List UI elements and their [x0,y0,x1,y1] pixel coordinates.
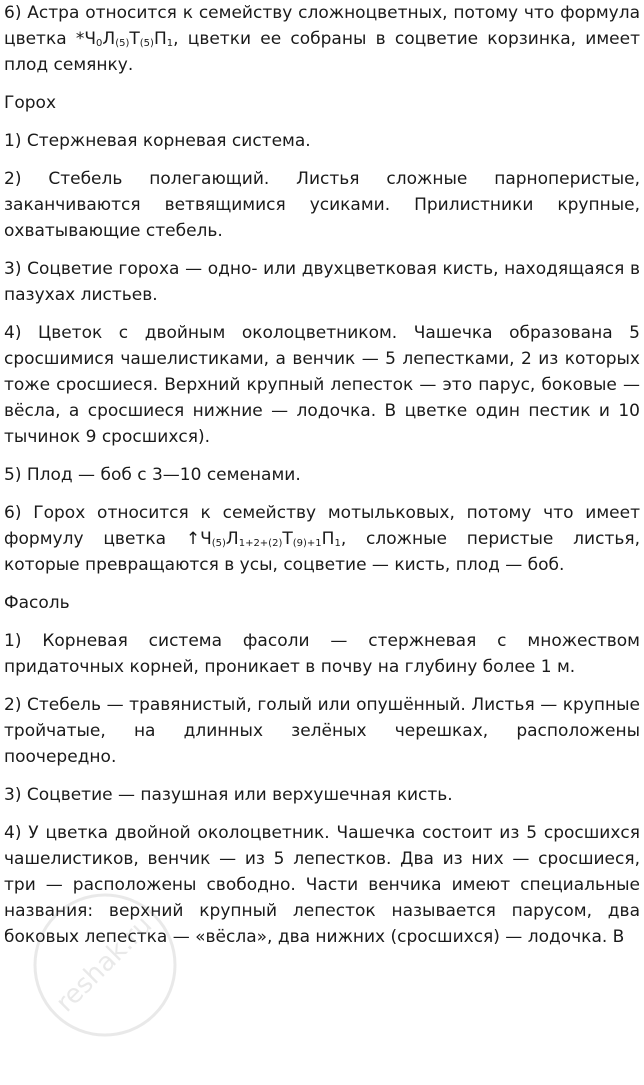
paragraph-fasol-inflorescence: 3) Соцветие — пазушная или верхушечная кисть. [4,785,453,805]
formula-subscript: 1 [166,38,174,49]
document-body [4,0,640,950]
watermark-text: reshak.ru [50,910,159,1019]
formula-subscript: 1+2+(2) [238,538,283,549]
formula-subscript: 0 [96,38,103,49]
paragraph-fasol-flower: 4) У цветка двойной околоцветник. Чашечка состоит из 5 сросшихся чашелистиков, венчик — из 5 лепестков. Два из них — сросшиеся, три — расположены свободно. Части венчика имеют специальные названия: верхний крупный лепесток называется парусом, два боковых лепестка — «вёсла», два нижних (сросшихся) — лодочка. В [4,823,640,947]
formula-subscript: (5) [115,38,130,49]
paragraph-fasol-stem: 2) Стебель — травянистый, голый или опушённый. Листья — крупные тройчатые, на длинных зелёных черешках, расположены поочередно. [4,695,640,767]
paragraph-gorokh-inflorescence: 3) Соцветие гороха — одно- или двухцветковая кисть, находящаяся в пазухах листьев. [4,259,640,305]
paragraph-gorokh-flower: 4) Цветок с двойным околоцветником. Чашечка образована 5 сросшимися чашелистиками, а венчик — 5 лепестками, 2 из которых тоже сросшиеся. Верхний крупный лепесток — это парус, боковые — вёсла, а сросшиеся нижние — лодочка. В цветке один пестик и 10 тычинок 9 сросшихся). [4,323,640,447]
paragraph-gorokh-family: 6) Горох относится к семейству мотыльковых, потому что имеет формулу цветка $↑Ч_{(5)}Л_{1+2+(2)}Т_{(9)+1}П_1$, сложные перистые листья, которые превращаются в усы, соцветие — кисть, плод — боб. [4,503,640,575]
formula-subscript: 1 [334,538,341,549]
paragraph-astra-family: 6) Астра относится к семейству сложноцветных, потому что формула цветка $*Ч_0Л_{(5)}Т_{(5)}П_1$, цветки ее собраны в соцветие корзинка, имеет плод семянку. [4,3,640,75]
formula-subscript: (5) [139,38,154,49]
heading-gorokh: Горох [4,93,57,113]
paragraph-gorokh-stem: 2) Стебель полегающий. Листья сложные парноперистые, заканчиваются ветвящимися усиками. Прилистники крупные, охватывающие стебель. [4,169,640,241]
paragraph-gorokh-root: 1) Стержневая корневая система. [4,131,311,151]
formula-subscript: (5) [211,538,226,549]
paragraph-fasol-root: 1) Корневая система фасоли — стержневая с множеством придаточных корней, проникает в почву на глубину более 1 м. [4,631,640,677]
paragraph-gorokh-fruit: 5) Плод — боб с 3—10 семенами. [4,465,301,485]
heading-fasol: Фасоль [4,593,70,613]
formula-subscript: (9)+1 [292,538,322,549]
